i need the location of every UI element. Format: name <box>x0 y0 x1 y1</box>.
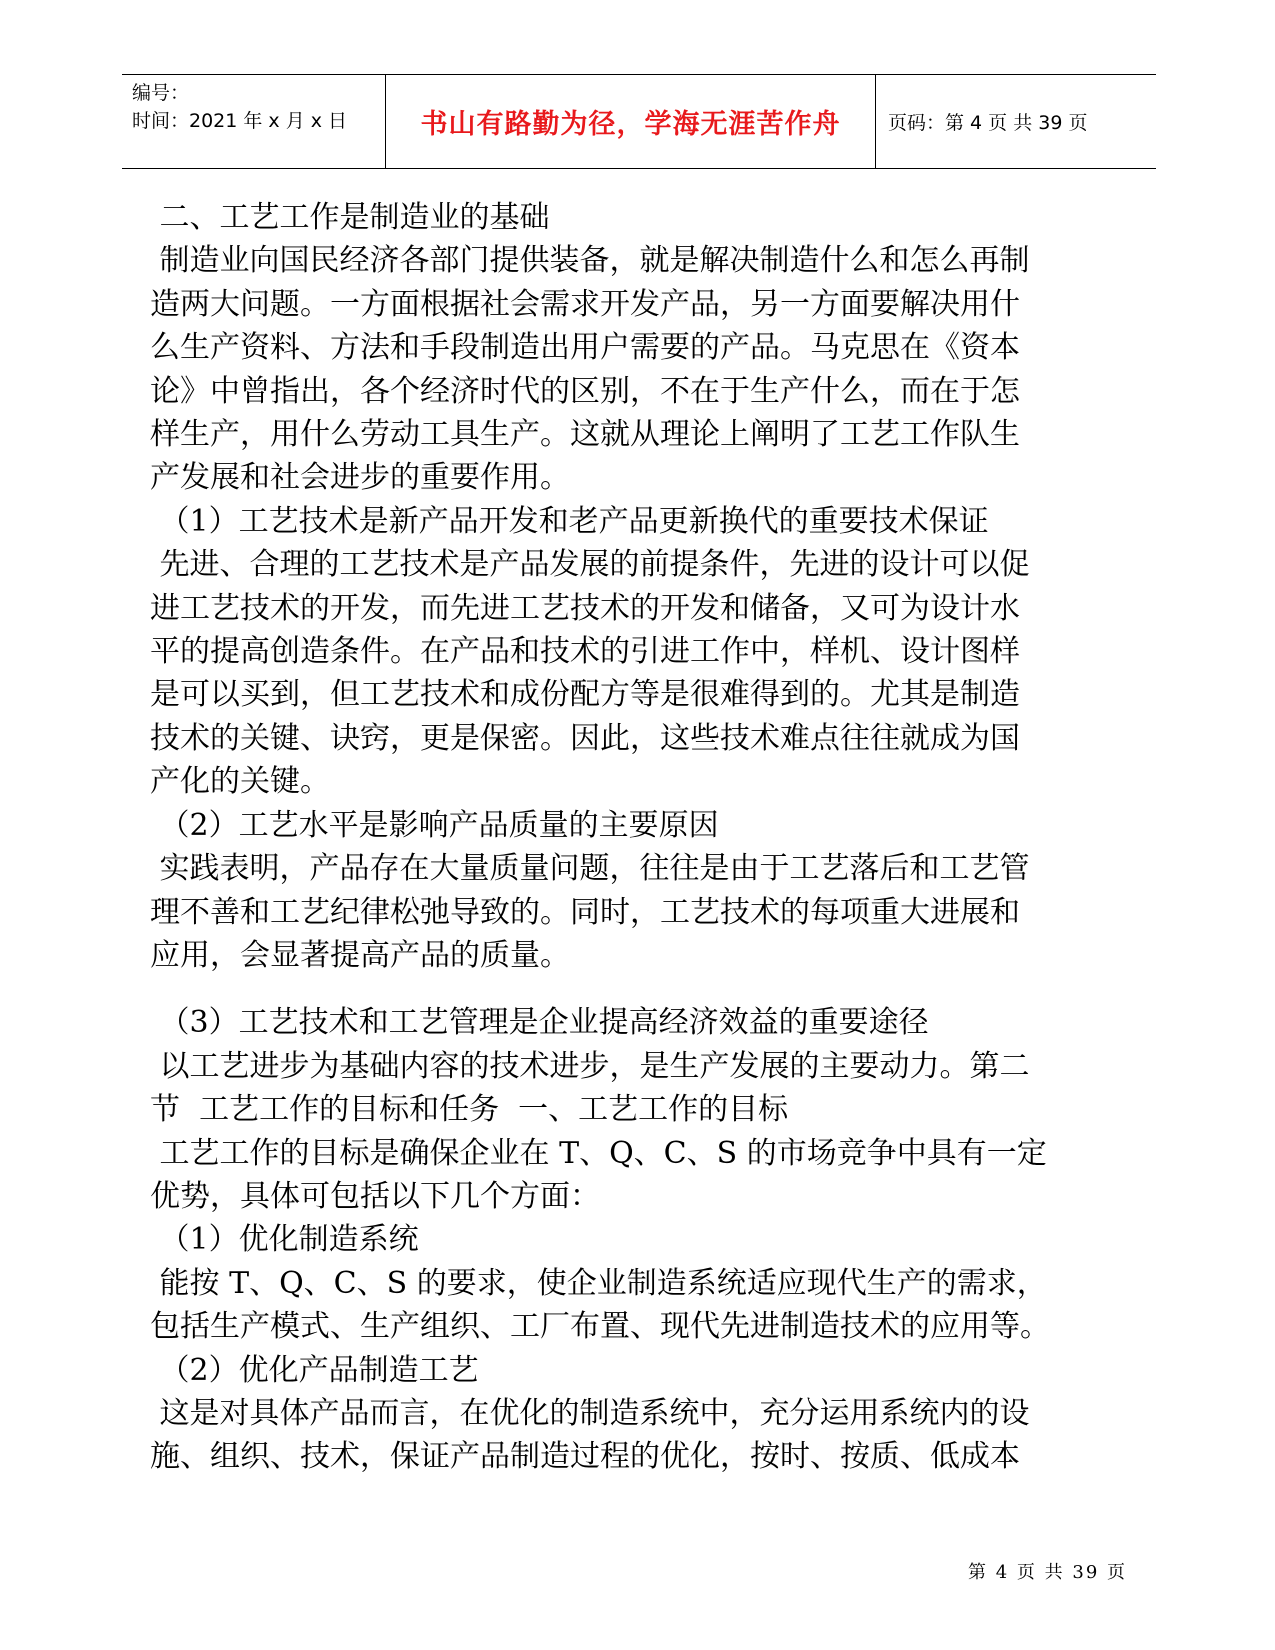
body-line: 制造业向国民经济各部门提供装备，就是解决制造什么和怎么再制 <box>150 243 1030 279</box>
body-line: 进工艺技术的开发，而先进工艺技术的开发和储备，又可为设计水 <box>150 590 1020 626</box>
body-line: 论》中曾指出，各个经济时代的区别，不在于生产什么，而在于怎 <box>150 373 1020 409</box>
page-footer: 第 4 页 共 39 页 <box>968 1562 1127 1583</box>
body-line: 这是对具体产品而言，在优化的制造系统中，充分运用系统内的设 <box>150 1395 1030 1431</box>
body-line: 样生产，用什么劳动工具生产。这就从理论上阐明了工艺工作队生 <box>150 417 1020 453</box>
header-motto: 书山有路勤为径，学海无涯苦作舟 <box>386 75 876 168</box>
header-page-info: 页码：第 4 页 共 39 页 <box>888 112 1088 134</box>
body-line: （2）工艺水平是影响产品质量的主要原因 <box>150 807 719 843</box>
body-line: 施、组织、技术，保证产品制造过程的优化，按时、按质、低成本 <box>150 1439 1020 1475</box>
body-line: 么生产资料、方法和手段制造出用户需要的产品。马克思在《资本 <box>150 330 1020 366</box>
body-line: 技术的关键、诀窍，更是保密。因此，这些技术难点往往就成为国 <box>150 720 1020 756</box>
body-line: 包括生产模式、生产组织、工厂布置、现代先进制造技术的应用等。 <box>150 1309 1050 1345</box>
header-meta <box>122 75 386 168</box>
body-line: 平的提高创造条件。在产品和技术的引进工作中，样机、设计图样 <box>150 634 1020 670</box>
body-line: （1）工艺技术是新产品开发和老产品更新换代的重要技术保证 <box>150 503 989 539</box>
serial-label: 编号： <box>132 82 190 104</box>
body-line: 能按 T、Q、C、S 的要求，使企业制造系统适应现代生产的需求， <box>150 1265 1047 1301</box>
body-line: 以工艺进步为基础内容的技术进步，是生产发展的主要动力。第二 <box>150 1048 1030 1084</box>
body-line: 二、工艺工作是制造业的基础 <box>150 200 550 235</box>
body-line: 造两大问题。一方面根据社会需求开发产品，另一方面要解决用什 <box>150 286 1020 322</box>
body-line: 节 工艺工作的目标和任务 一、工艺工作的目标 <box>150 1092 789 1128</box>
body-line: （3）工艺技术和工艺管理是企业提高经济效益的重要途径 <box>150 1005 929 1041</box>
body-text <box>150 196 1150 1479</box>
body-line: 产发展和社会进步的重要作用。 <box>150 460 570 496</box>
body-line: 工艺工作的目标是确保企业在 T、Q、C、S 的市场竞争中具有一定 <box>150 1135 1047 1171</box>
header-table <box>122 74 1156 169</box>
time-label: 时间：2021 年 x 月 x 日 <box>132 110 348 132</box>
body-line: 是可以买到，但工艺技术和成份配方等是很难得到的。尤其是制造 <box>150 677 1020 713</box>
body-line: 应用，会显著提高产品的质量。 <box>150 937 570 973</box>
body-line: 理不善和工艺纪律松弛导致的。同时，工艺技术的每项重大进展和 <box>150 894 1020 930</box>
paragraph-gap <box>150 977 1150 1001</box>
body-line: 实践表明，产品存在大量质量问题，往往是由于工艺落后和工艺管 <box>150 851 1030 887</box>
body-line: 先进、合理的工艺技术是产品发展的前提条件，先进的设计可以促 <box>150 547 1030 583</box>
body-line: 优势，具体可包括以下几个方面： <box>150 1178 600 1214</box>
body-line: 产化的关键。 <box>150 764 330 800</box>
body-line: （2）优化产品制造工艺 <box>150 1352 479 1388</box>
body-line: （1）优化制造系统 <box>150 1222 419 1258</box>
